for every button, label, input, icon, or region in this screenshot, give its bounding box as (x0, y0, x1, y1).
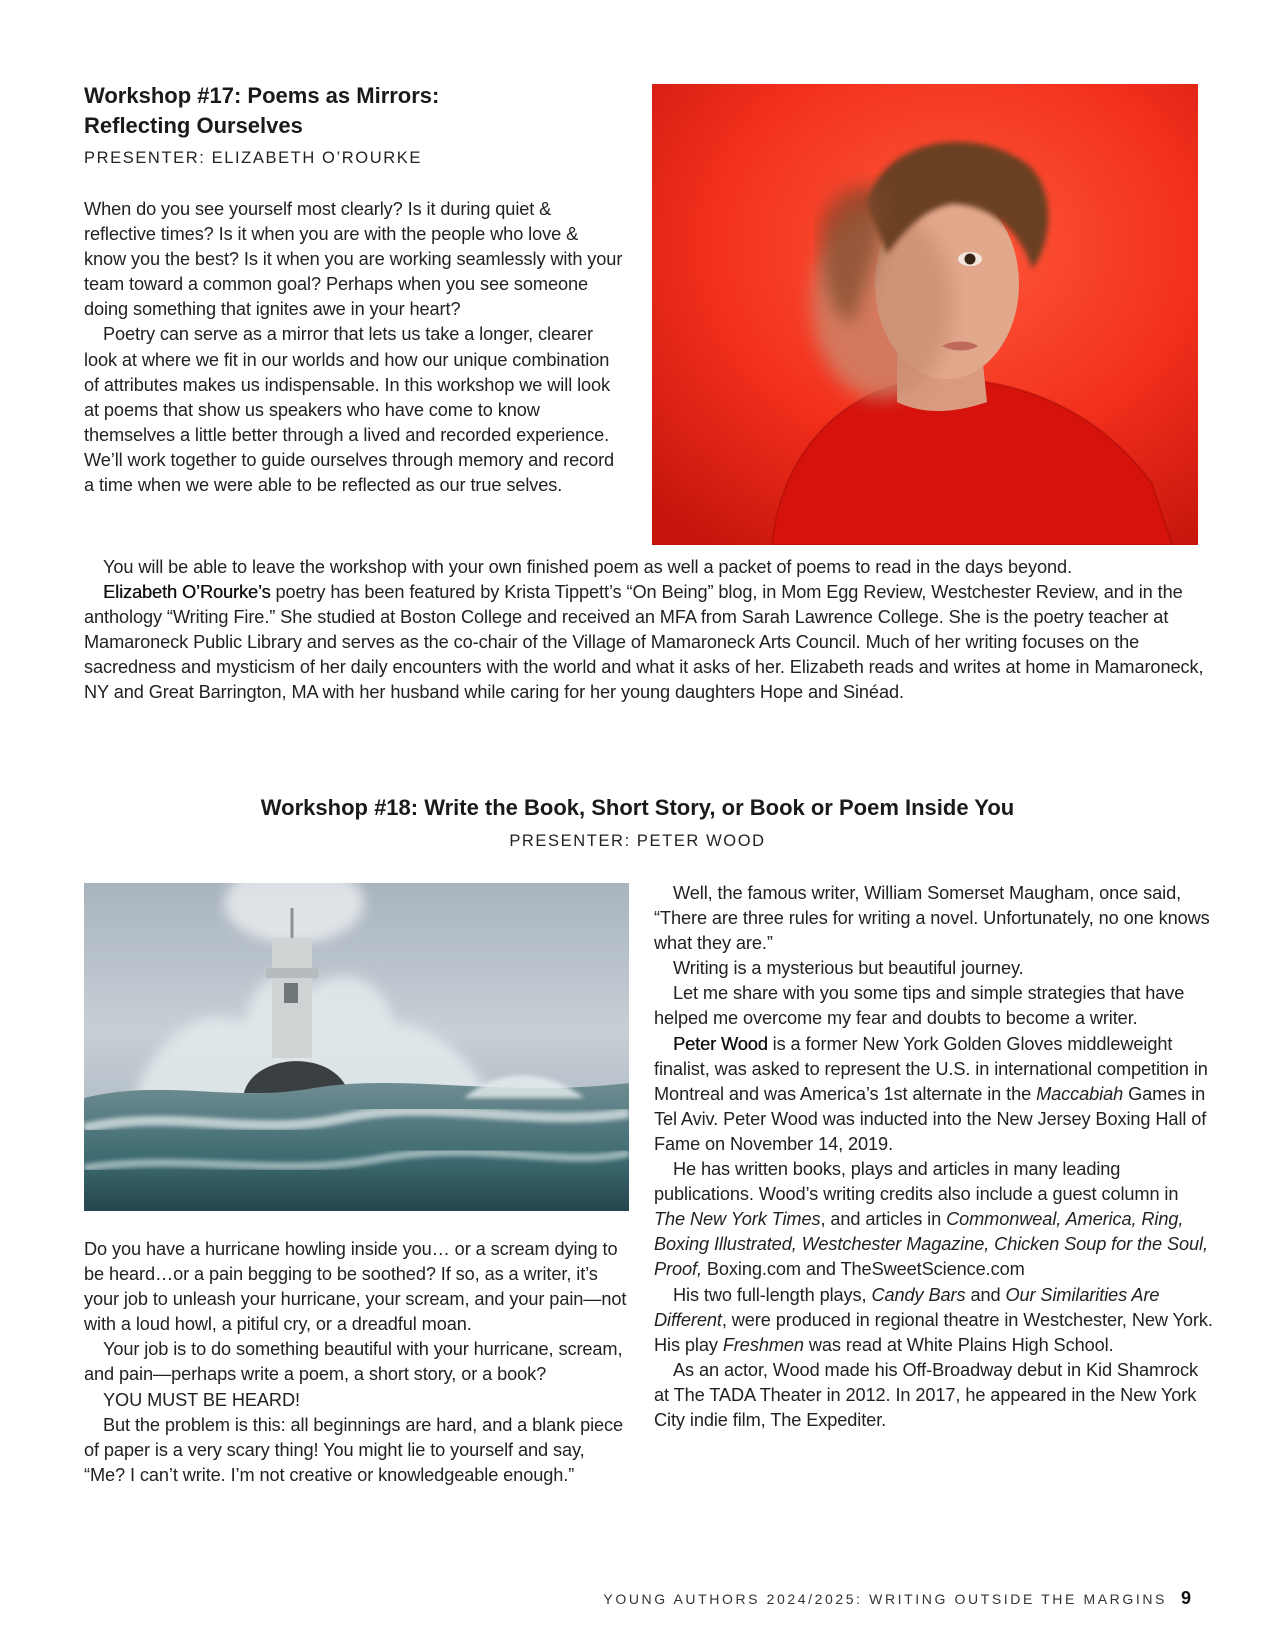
workshop-17-description (84, 197, 624, 498)
play-title: Freshmen (722, 1334, 804, 1355)
bio-text: , and articles in (820, 1209, 947, 1230)
lighthouse-illustration (84, 883, 629, 1211)
workshop-18-paragraph: Well, the famous writer, William Somerset Maugham, once said, “There are three rules for writing a novel. Unfortunately, no one knows what they are.” (654, 883, 1210, 954)
play-title: Our Similarities Are Different (654, 1284, 1160, 1330)
workshop-18-paragraph: Writing is a mysterious but beautiful journey. (673, 958, 1024, 979)
workshop-18-paragraph: Let me share with you some tips and simple strategies that have helped me overcome my fear and doubts to become a writer. (654, 983, 1185, 1029)
workshop-17-title-line1: Workshop #17: Poems as Mirrors: (84, 83, 440, 108)
bio-text: was read at White Plains High School. (803, 1334, 1114, 1355)
workshop-18-paragraph: Do you have a hurricane howling inside you… or a scream dying to be heard…or a pain begging to be soothed? If so, as a writer, it’s your job to unleash your hurricane, your scream, and your pain—not with a loud howl, a pitiful cry, or a dreadful moan. (84, 1239, 627, 1335)
lighthouse-photo (84, 883, 629, 1211)
workshop-17-closing: You will be able to leave the workshop with your own finished poem as well a packet of poems to read in the days beyond. (103, 557, 1073, 577)
presenter-publications (654, 1157, 1214, 1282)
presenter-bio-text: poetry has been featured by Krista Tippett’s “On Being” blog, in Mom Egg Review, Westchester Review, and in the anthology “Writing Fire.” She studied at Boston College and received an MFA from Sarah Lawrence College. She is the poetry teacher at Mamaroneck Public Library and serves as the co-chair of the Village of Mamaroneck Arts Council. Much of her writing focuses on the sacredness and mysticism of her daily encounters with the world and what it asks of her. Elizabeth reads and writes at home in Mamaroneck, NY and Great Barrington, MA with her husband while caring for her young daughters Hope and Sinéad. (84, 582, 1204, 703)
portrait-illustration (652, 84, 1198, 545)
workshop-18-paragraph: YOU MUST BE HEARD! (103, 1389, 300, 1410)
workshop-18-title: Workshop #18: Write the Book, Short Story, or Book or Poem Inside You (260, 795, 1015, 820)
bio-text: Boxing.com and TheSweetScience.com (701, 1259, 1025, 1280)
workshop-18-paragraph: But the problem is this: all beginnings are hard, and a blank piece of paper is a very scary thing! You might lie to yourself and say, “Me? I can’t write. I’m not creative or knowledgeable enough.” (84, 1414, 624, 1485)
workshop-17-paragraph: Poetry can serve as a mirror that lets us take a longer, clearer look at where we fit in our worlds and how our unique combination of attributes makes us indispensable. In this workshop we will look at poems that show us speakers who have come to know themselves a little better through a lived and recorded experience. We’ll work together to guide ourselves through memory and record a time when we were able to be reflected as our true selves. (84, 324, 615, 496)
presenter-name: Peter Wood (673, 1033, 768, 1054)
publication-title: The New York Times (654, 1209, 821, 1230)
play-title: Candy Bars (871, 1284, 966, 1305)
workshop-17-closing-and-bio (84, 555, 1204, 706)
publication-title: YOUNG AUTHORS 2024/2025: WRITING OUTSIDE THE MARGINS (603, 1591, 1167, 1607)
workshop-18-description (84, 1237, 629, 1488)
workshop-17-title-line2: Reflecting Ourselves (84, 113, 303, 138)
bio-text: is a former New York Golden Gloves middleweight finalist, was asked to represent the U.S. in international competition in Montreal and was America’s 1st alternate in the (654, 1033, 1208, 1104)
bio-text: His two full-length plays, (673, 1284, 872, 1305)
bio-text-italic: Maccabiah (1036, 1083, 1124, 1104)
presenter-acting: As an actor, Wood made his Off-Broadway debut in Kid Shamrock at The TADA Theater in 2012. In 2017, he appeared in the New York City indie film, The Expediter. (654, 1359, 1198, 1430)
publication-titles: Commonweal, America, Ring, Boxing Illustrated, Westchester Magazine, Chicken Soup for the Soul, Proof, (654, 1209, 1208, 1280)
workshop-18-paragraph: Your job is to do something beautiful with your hurricane, scream, and pain—perhaps write a poem, a short story, or a book? (84, 1339, 623, 1385)
workshop-18-presenter: PRESENTER: PETER WOOD (509, 832, 766, 850)
bio-text: , were produced in regional theatre in Westchester, New York. His play (654, 1309, 1213, 1355)
page-number: 9 (1180, 1588, 1191, 1608)
bio-text: He has written books, plays and articles in many leading publications. Wood’s writing credits also include a guest column in (654, 1159, 1179, 1205)
workshop-17-title (84, 81, 604, 141)
presenter-name: Elizabeth O’Rourke’s (103, 582, 271, 603)
workshop-18-right-column (654, 881, 1214, 1433)
presenter-bio (84, 580, 1204, 705)
portrait-photo (652, 84, 1198, 545)
bio-text: Games in Tel Aviv. Peter Wood was inducted into the New Jersey Boxing Hall of Fame on November 14, 2019. (654, 1083, 1207, 1154)
workshop-17-paragraph: When do you see yourself most clearly? Is it during quiet & reflective times? Is it when you are with the people who love & know you the best? Is it when you are working seamlessly with your team toward a common goal? Perhaps when you see someone doing something that ignites awe in your heart? (84, 199, 623, 320)
presenter-bio (654, 1032, 1214, 1157)
page-footer (603, 1588, 1191, 1609)
presenter-plays (654, 1283, 1214, 1358)
workshop-17-presenter: PRESENTER: ELIZABETH O’ROURKE (84, 149, 422, 167)
bio-text: and (965, 1284, 1006, 1305)
